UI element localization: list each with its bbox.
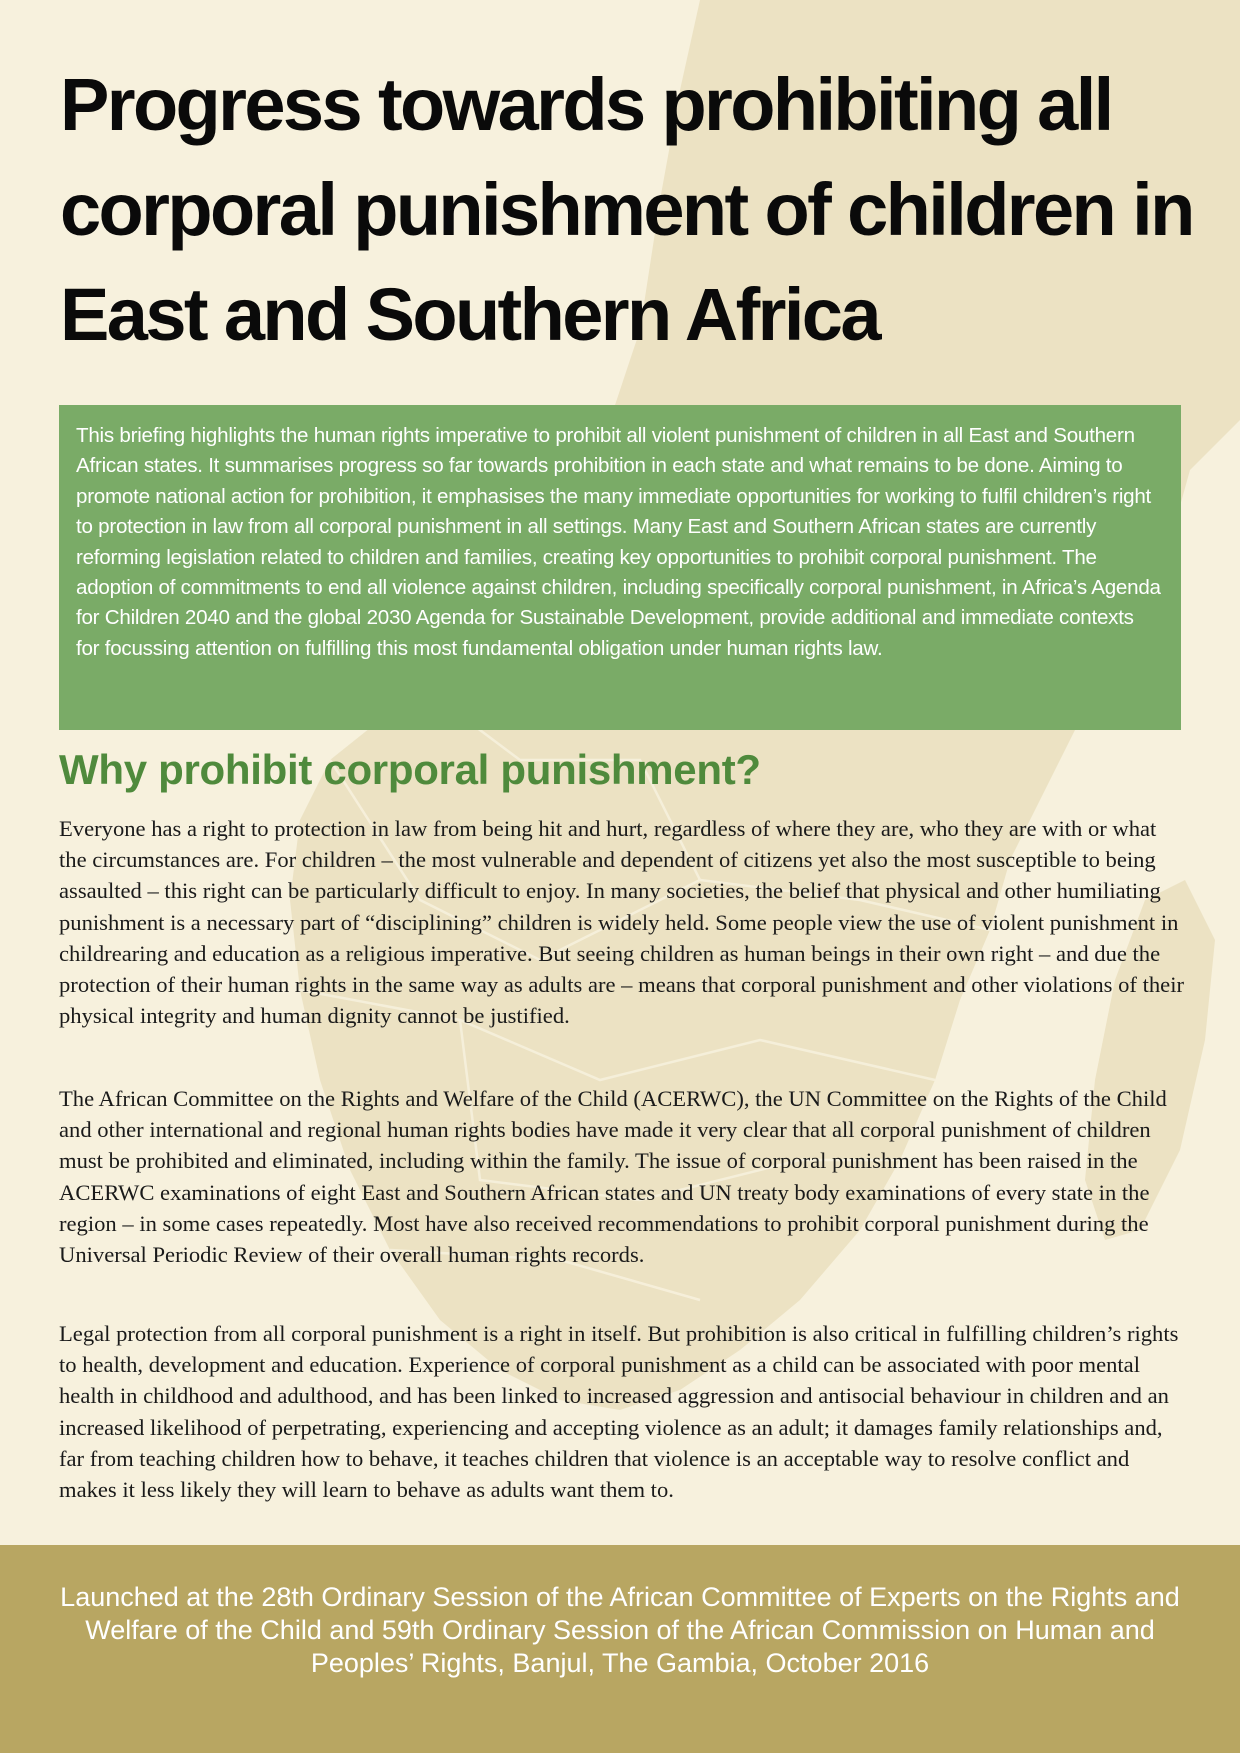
body-paragraph-1: Everyone has a right to protection in law from being hit and hurt, regardless of where they are, who they are with or what the circumstances are. For children – the most vulnerable and dependent of citizens yet also the most susceptible to being assaulted – this right can be particularly difficult to enjoy. In many societies, the belief that physical and other humiliating punishment is a necessary part of “disciplining” children is widely held. Some people view the use of violent punishment in childrearing and education as a religious imperative. But seeing children as human beings in their own right – and due the protection of their human rights in the same way as adults are – means that corporal punishment and other violations of their physical integrity and human dignity cannot be justified. <box>59 816 1184 1029</box>
summary-text: This briefing highlights the human rights imperative to prohibit all violent punishment of children in all East and Southern African states. It summarises progress so far towards prohibition in each state and what remains to be done. Aiming to promote national action for prohibition, it emphasises the many immediate opportunities for working to fulfil children’s right to protection in law from all corporal punishment in all settings. Many East and Southern African states are currently reforming legislation related to children and families, creating key opportunities to prohibit corporal punishment. The adoption of commitments to end all violence against children, including specifically corporal punishment, in Africa’s Agenda for Children 2040 and the global 2030 Agenda for Sustainable Development, provide additional and immediate contexts for focussing attention on fulfilling this most fundamental obligation under human rights law. <box>76 424 1161 660</box>
body-paragraph-2: The African Committee on the Rights and Welfare of the Child (ACERWC), the UN Committee on the Rights of the Child and other international and regional human rights bodies have made it very clear that all corporal punishment of children must be prohibited and eliminated, including within the family. The issue of corporal punishment has been raised in the ACERWC examinations of eight East and Southern African states and UN treaty body examinations of every state in the region – in some cases repeatedly. Most have also received recommendations to prohibit corporal punishment during the Universal Periodic Review of their overall human rights records. <box>59 1086 1167 1268</box>
footer-band <box>0 1545 1240 1753</box>
section-heading: Why prohibit corporal punishment? <box>59 746 761 793</box>
footer-text: Launched at the 28th Ordinary Session of the African Committee of Experts on the Rights and Welfare of the Child and 59th Ordinary Session of the African Commission on Human and Peoples’ Rights, Banjul, The Gambia, October 2016 <box>60 1582 1180 1678</box>
body-paragraph-3: Legal protection from all corporal punishment is a right in itself. But prohibition is also critical in fulfilling children’s rights to health, development and education. Experience of corporal punishment as a child can be associated with poor mental health in childhood and adulthood, and has been linked to increased aggression and antisocial behaviour in children and an increased likelihood of perpetrating, experiencing and accepting violence as an adult; it damages family relationships and, far from teaching children how to behave, it teaches children that violence is an acceptable way to resolve conflict and makes it less likely they will learn to behave as adults want them to. <box>59 1321 1179 1503</box>
summary-box <box>59 405 1181 730</box>
page-title: Progress towards prohibiting all corporal punishment of children in East and Southern Africa <box>60 63 1193 356</box>
